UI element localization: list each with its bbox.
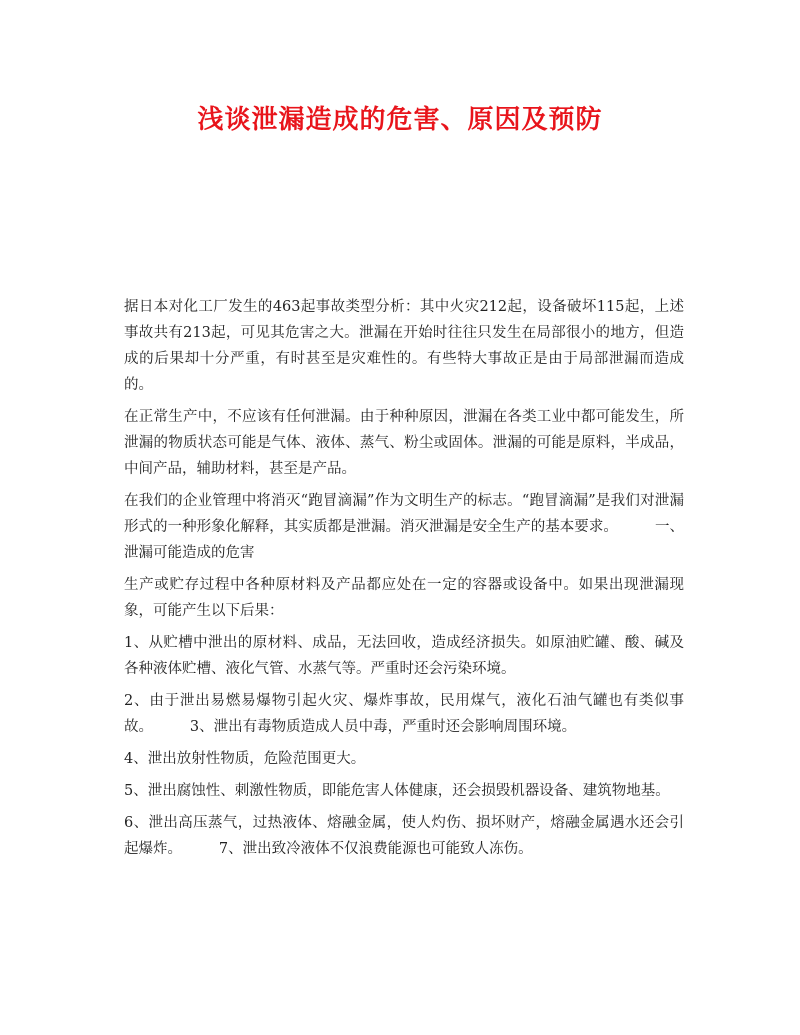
paragraph-management: 在我们的企业管理中将消灭“跑冒滴漏”作为文明生产的标志。“跑冒滴漏”是我们对泄漏形式的一种形象化解释，其实质都是泄漏。消灭泄漏是安全生产的基本要求。 一、泄漏可能造成的危害 xyxy=(124,493,684,561)
list-item-1: 1、从贮槽中泄出的原材料、成品，无法回收，造成经济损失。如原油贮罐、酸、碱及各种液体贮槽、液化气管、水蒸气等。严重时还会污染环境。 xyxy=(124,635,684,677)
paragraph-consequences-intro: 生产或贮存过程中各种原材料及产品都应处在一定的容器或设备中。如果出现泄漏现象，可能产生以下后果： xyxy=(124,577,684,619)
list-item-5: 5、泄出腐蚀性、刺激性物质，即能危害人体健康，还会损毁机器设备、建筑物地基。 xyxy=(124,783,670,799)
list-item-6-7: 6、泄出高压蒸气，过热液体、熔融金属，使人灼伤、损坏财产，熔融金属遇水还会引起爆炸。 7、泄出致冷液体不仅浪费能源也可能致人冻伤。 xyxy=(124,815,684,857)
document-body xyxy=(124,294,684,868)
document-title: 浅谈泄漏造成的危害、原因及预防 xyxy=(197,105,603,135)
paragraph-normal-production: 在正常生产中，不应该有任何泄漏。由于种种原因，泄漏在各类工业中都可能发生，所泄漏的物质状态可能是气体、液体、蒸气、粉尘或固体。泄漏的可能是原料，半成品，中间产品，辅助材料，甚至是产品。 xyxy=(124,409,684,477)
list-item-2-3: 2、由于泄出易燃易爆物引起火灾、爆炸事故，民用煤气，液化石油气罐也有类似事故。 3、泄出有毒物质造成人员中毒，严重时还会影响周围环境。 xyxy=(124,693,684,735)
paragraph-intro: 据日本对化工厂发生的463起事故类型分析：其中火灾212起，设备破坏115起，上述事故共有213起，可见其危害之大。泄漏在开始时往往只发生在局部很小的地方，但造成的后果却十分严重，有时甚至是灾难性的。有些特大事故正是由于局部泄漏而造成的。 xyxy=(124,299,684,393)
list-item-4: 4、泄出放射性物质，危险范围更大。 xyxy=(124,751,366,767)
